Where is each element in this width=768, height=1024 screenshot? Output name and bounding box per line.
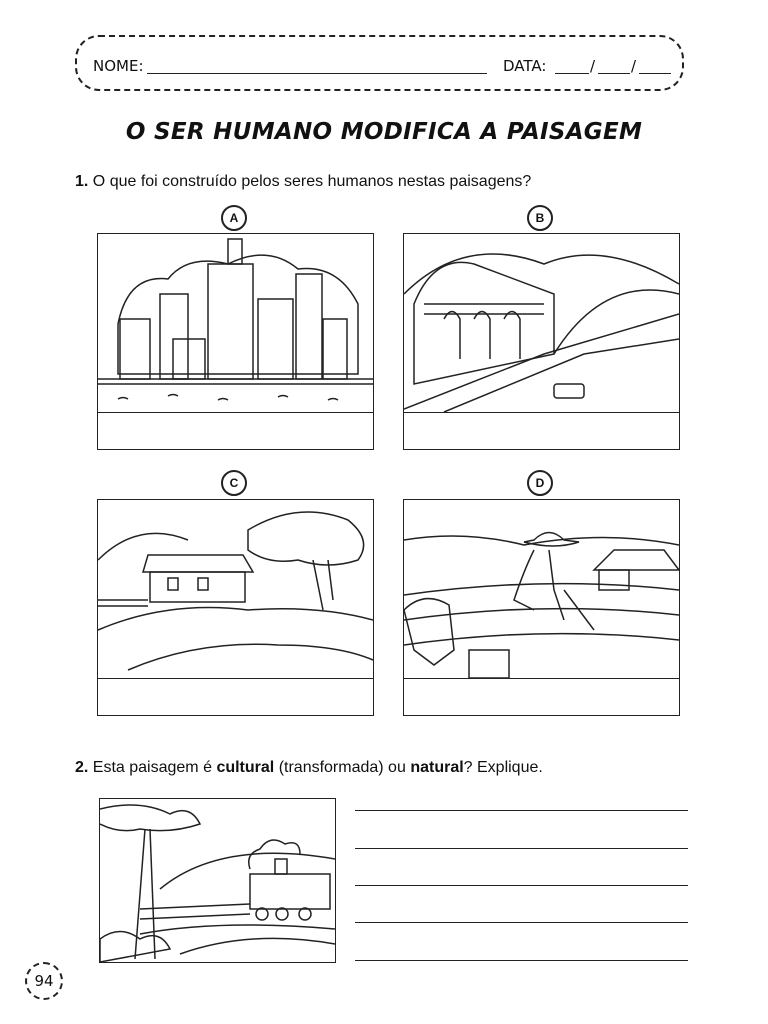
house-illustration [98, 500, 373, 678]
city-illustration [98, 234, 373, 412]
date-label: DATA: [503, 57, 547, 75]
question-1 [75, 173, 531, 191]
panel-label-c: C [221, 470, 247, 496]
date-day-field[interactable] [555, 73, 589, 74]
question-text-start: Esta paisagem é [92, 759, 212, 776]
answer-line-1[interactable] [355, 810, 688, 811]
question-text: O que foi construído pelos seres humanos nestas paisagens? [92, 173, 532, 190]
answer-line-2[interactable] [355, 848, 688, 849]
panel-label-d: D [527, 470, 553, 496]
answer-box-b[interactable] [404, 412, 679, 449]
bridge-road-illustration [404, 234, 679, 412]
answer-box-a[interactable] [98, 412, 373, 449]
name-field[interactable] [147, 73, 487, 74]
panel-label-b: B [527, 205, 553, 231]
date-year-field[interactable] [639, 73, 671, 74]
page-number: 94 [25, 962, 63, 1000]
date-separator: / [590, 57, 596, 75]
panel-d-farm [403, 499, 680, 716]
answer-box-d[interactable] [404, 678, 679, 715]
panel-c-house [97, 499, 374, 716]
page-title: O SER HUMANO MODIFICA A PAISAGEM [125, 119, 643, 145]
panel-a-city [97, 233, 374, 450]
panel-train-landscape [99, 798, 336, 963]
date-month-field[interactable] [598, 73, 630, 74]
student-info-box [75, 35, 684, 91]
date-separator: / [631, 57, 637, 75]
answer-box-c[interactable] [98, 678, 373, 715]
farm-illustration [404, 500, 679, 678]
panel-label-a: A [221, 205, 247, 231]
panel-b-bridge-road [403, 233, 680, 450]
question-text-end: ? Explique. [463, 759, 543, 776]
keyword-natural: natural [410, 759, 464, 776]
name-label: NOME: [93, 57, 144, 75]
question-2 [75, 759, 543, 777]
question-number: 2. [75, 759, 89, 776]
question-number: 1. [75, 173, 89, 190]
keyword-cultural: cultural [216, 759, 275, 776]
question-text-middle: (transformada) ou [278, 759, 406, 776]
answer-line-3[interactable] [355, 885, 688, 886]
answer-line-4[interactable] [355, 922, 688, 923]
answer-line-5[interactable] [355, 960, 688, 961]
train-illustration [100, 799, 335, 962]
